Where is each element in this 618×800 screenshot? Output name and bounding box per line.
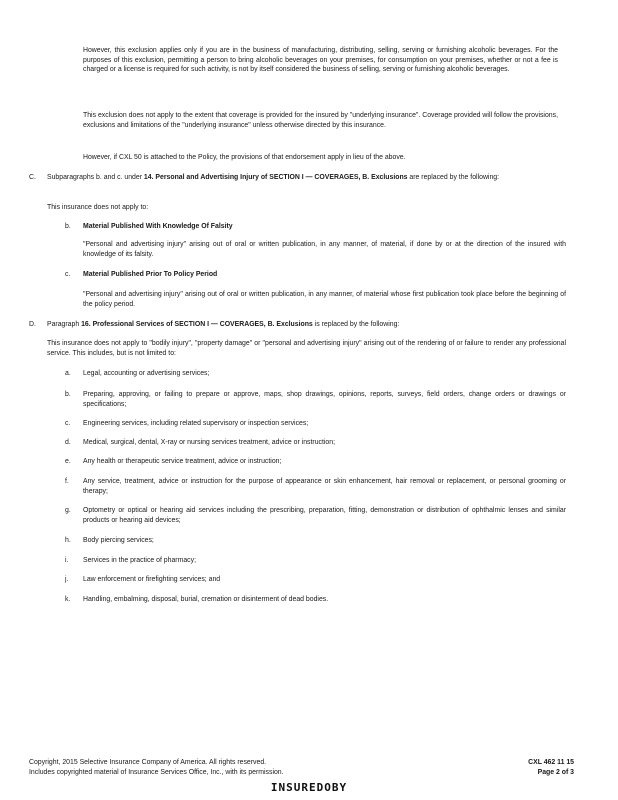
section-heading: Subparagraphs b. and c. under 14. Personal and Advertising Injury of SECTION I — COVERAGES, B. Exclusions are replaced by the following: <box>47 174 500 181</box>
section-lead: This insurance does not apply to: <box>47 204 149 211</box>
list-item: h. Body piercing services; <box>65 537 154 544</box>
includes-line: Includes copyrighted material of Insurance Services Office, Inc., with its permission. <box>29 768 284 776</box>
exclusion-paragraph <box>0 153 618 163</box>
list-item: e. Any health or therapeutic service treatment, advice or instruction; <box>65 458 282 465</box>
item-label: b. <box>65 391 71 398</box>
item-label: e. <box>65 458 71 465</box>
underlying-insurance-clause: This exclusion does not apply to the extent that coverage is provided for the insured by "underlying insurance". Coverage provided will follow the provisions, exclusions and limitations of the "underlying insurance" unless otherwise directed by this insurance. <box>83 112 558 129</box>
cxl50-clause: However, if CXL 50 is attached to the Policy, the provisions of that endorsement apply in lieu of the above. <box>83 154 406 161</box>
section-label: D. <box>29 321 36 328</box>
section-d <box>0 320 618 330</box>
exclusion-paragraph <box>0 111 618 130</box>
section-heading: Paragraph 16. Professional Services of SECTION I — COVERAGES, B. Exclusions is replaced by the following: <box>47 321 400 328</box>
item-label: k. <box>65 596 71 603</box>
list-item: f. Any service, treatment, advice or instruction for the purpose of appearance or skin enhancement, hair removal or replacement, or personal grooming or therapy; <box>65 478 566 495</box>
list-item <box>0 270 618 280</box>
item-label: d. <box>65 439 71 446</box>
section-label: C. <box>29 174 36 181</box>
exclusion-paragraph <box>0 46 618 75</box>
item-label: g. <box>65 507 71 514</box>
list-item: k. Handling, embalming, disposal, burial, cremation or disinterment of dead bodies. <box>65 596 329 603</box>
list-item: b. Preparing, approving, or failing to prepare or approve, maps, shop drawings, opinions, reports, surveys, field orders, change orders or drawings or specifications; <box>65 391 566 408</box>
form-number: CXL 462 11 15 <box>528 759 574 766</box>
list-item: g. Optometry or optical or hearing aid services including the prescribing, preparation, fitting, demonstration or distribution of ophthalmic lenses and similar products or hearing aid devices; <box>65 507 566 524</box>
list-item-text: "Personal and advertising injury" arising out of oral or written publication, in any manner, of material, if done by or at the direction of the insured with knowledge of its falsity. <box>83 241 566 258</box>
page-number: Page 2 of 3 <box>537 768 574 776</box>
brand-watermark: INSUREDOBY <box>270 781 348 794</box>
item-title: Material Published With Knowledge Of Falsity <box>83 223 233 230</box>
list-item: c. Engineering services, including related supervisory or inspection services; <box>65 420 309 427</box>
business-clause: However, this exclusion applies only if you are in the business of manufacturing, distributing, selling, serving or furnishing alcoholic beverages. For the purposes of this exclusion, permitting a person to bring alcoholic beverages on your premises, for consumption on your premises, whether or not a fee is charged or a license is required for such activity, is not by itself considered the business of selling, serving or furnishing alcoholic beverages. <box>83 47 558 74</box>
list-item: a. Legal, accounting or advertising services; <box>65 370 210 377</box>
item-label: a. <box>65 370 71 377</box>
footer-copyright <box>29 758 284 777</box>
item-title: Material Published Prior To Policy Period <box>83 271 218 278</box>
list-item: i. Services in the practice of pharmacy; <box>65 557 196 564</box>
section-lead: This insurance does not apply to "bodily injury", "property damage" or "personal and advertising injury" arising out of the rendering of or failure to render any professional service. This includes, but is not limited to: <box>47 340 566 357</box>
section-c <box>0 173 618 183</box>
list-item: d. Medical, surgical, dental, X-ray or nursing services treatment, advice or instruction; <box>65 439 335 446</box>
item-label: f. <box>65 478 69 485</box>
copyright-line: Copyright, 2015 Selective Insurance Company of America. All rights reserved. <box>29 759 267 766</box>
item-label: j. <box>65 576 69 583</box>
item-label: b. <box>65 223 71 230</box>
item-label: h. <box>65 537 71 544</box>
footer-form-info <box>528 758 574 777</box>
item-label: i. <box>65 557 69 564</box>
list-item <box>0 222 618 232</box>
item-label: c. <box>65 271 71 278</box>
item-label: c. <box>65 420 71 427</box>
list-item: j. Law enforcement or firefighting services; and <box>65 576 221 583</box>
list-item-text: "Personal and advertising injury" arising out of oral or written publication, in any manner, of material whose first publication took place before the beginning of the policy period. <box>83 291 566 308</box>
